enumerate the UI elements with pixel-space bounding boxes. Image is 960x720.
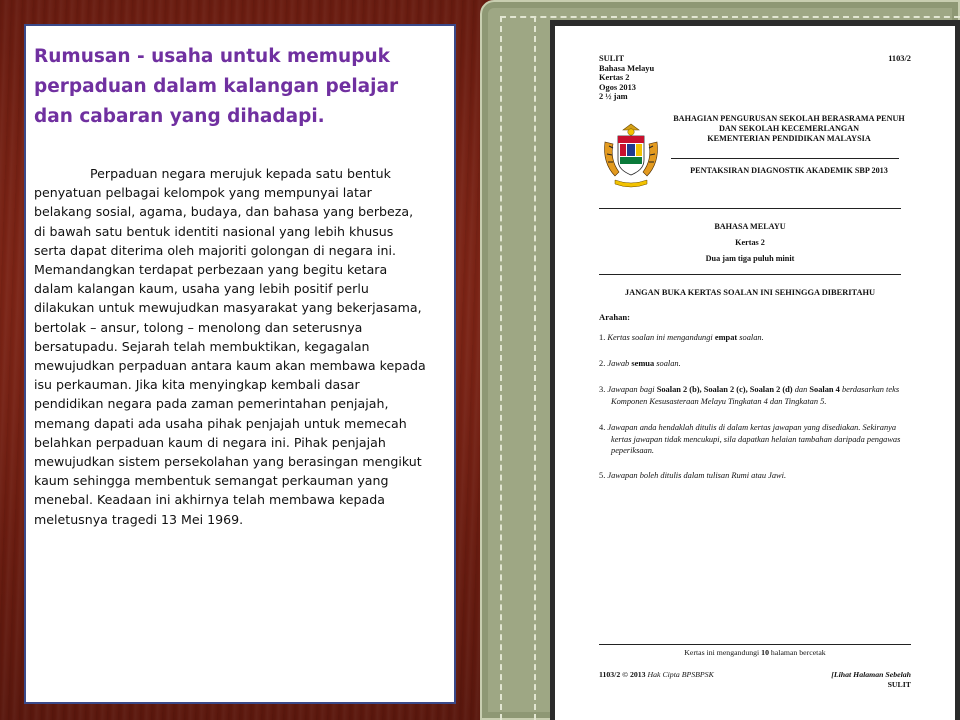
paper-exam-title: PENTAKSIRAN DIAGNOSTIK AKADEMIK SBP 2013 — [690, 166, 888, 175]
instruction-text: Jawapan boleh ditulis dalam tulisan Rumi atau Jawi. — [607, 471, 787, 480]
malaysia-coat-of-arms-icon — [601, 122, 661, 188]
paper-footer-right — [831, 670, 911, 689]
instruction-item — [599, 422, 909, 457]
paper-code: 1103/2 — [888, 54, 911, 63]
divider — [599, 274, 901, 275]
instruction-text: peperiksaan. — [611, 446, 655, 455]
instruction-number: 1. — [599, 333, 606, 342]
instruction-text: Kertas soalan ini mengandungi — [607, 333, 715, 342]
divider — [671, 158, 899, 159]
paper-part: Kertas 2 — [735, 238, 765, 247]
instruction-number: 3. — [599, 385, 606, 394]
divider — [599, 208, 901, 209]
exam-paper-image — [555, 26, 955, 720]
paper-paper-number: Kertas 2 — [599, 73, 630, 83]
instruction-text: Jawapan bagi — [607, 385, 657, 394]
instruction-number: 5. — [599, 471, 606, 480]
instruction-emphasis: empat — [714, 333, 738, 342]
instruction-text: kertas jawapan tidak mencukupi, sila dapatkan helaian tambahan daripada pengawas — [611, 434, 901, 444]
instruction-text: soalan. — [654, 359, 681, 368]
paper-instructions-label: Arahan: — [599, 312, 631, 322]
footer-classification: SULIT — [887, 679, 911, 689]
footer-code: 1103/2 © 2013 — [599, 670, 648, 679]
instruction-text: Jawapan anda hendaklah ditulis di dalam kertas jawapan yang disediakan. Sekiranya — [607, 423, 897, 432]
paper-page-count — [599, 648, 911, 657]
instruction-number: 4. — [599, 423, 606, 432]
instruction-emphasis: Soalan 4 — [809, 385, 840, 394]
slide-body-paragraph: Perpaduan negara merujuk kepada satu bentuk penyatuan pelbagai kelompok yang mempunyai latar belakang sosial, agama, budaya, dan bahasa yang berbeza, di bawah satu bentuk identiti nasional yang lebih khusus serta dapat diterima oleh majoriti golongan di negara ini. Memandangkan terdapat perbezaan yang begitu ketara dalam kalangan kaum, usaha yang lebih positif perlu dilakukan untuk mewujudkan masyarakat yang bekerjasama, bertolak – ansur, tolong – menolong dan seterusnya bersatupadu. Sejarah telah membuktikan, kegagalan mewujudkan perpaduan antara kaum akan membawa kepada isu perkauman. Jika kita menyingkap kembali dasar pendidikan negara pada zaman pemerintahan penjajah, memang dapati ada usaha pihak penjajah untuk memecah belahkan perpaduan kaum di negara ini. Pihak penjajah mewujudkan sistem persekolahan yang berasingan mengikut kaum sehingga membentuk semangat perkauman yang menebal. Keadaan ini akhirnya telah membawa kepada meletusnya tragedi 13 Mei 1969. — [34, 166, 426, 527]
org-line-3: KEMENTERIAN PENDIDIKAN MALAYSIA — [707, 133, 871, 143]
paper-time: Dua jam tiga puluh minit — [705, 254, 795, 263]
footer-text: Hak Cipta BPSBPSK — [647, 670, 714, 679]
instruction-number: 2. — [599, 359, 606, 368]
footer-text: halaman bercetak — [768, 648, 826, 657]
instruction-text: Jawab — [607, 359, 632, 368]
instruction-emphasis: Soalan 2 (b), Soalan 2 (c), Soalan 2 (d) — [656, 385, 793, 394]
org-line-1: BAHAGIAN PENGURUSAN SEKOLAH BERASRAMA PENUH — [673, 114, 905, 123]
paper-subject: BAHASA MELAYU — [714, 222, 786, 231]
instruction-item — [599, 384, 909, 407]
instruction-text: dan — [792, 385, 810, 394]
divider — [599, 644, 911, 645]
paper-header-left — [599, 54, 654, 102]
paper-subject-line: Bahasa Melayu — [599, 63, 655, 73]
paper-duration: 2 ½ jam — [599, 92, 628, 102]
paper-copyright — [599, 670, 714, 679]
instruction-item — [599, 358, 909, 370]
instruction-text: berdasarkan teks — [839, 385, 900, 394]
instruction-text: soalan. — [737, 333, 764, 342]
paper-organization — [673, 114, 905, 143]
paper-date: Ogos 2013 — [599, 82, 636, 92]
paper-classification: SULIT — [599, 54, 625, 63]
paper-warning: JANGAN BUKA KERTAS SOALAN INI SEHINGGA DIBERITAHU — [624, 288, 876, 297]
instruction-emphasis: semua — [631, 359, 655, 368]
instruction-item — [599, 470, 909, 482]
slide-heading: Rumusan - usaha untuk memupuk perpaduan dalam kalangan pelajar dan cabaran yang dihadapi. — [34, 46, 399, 127]
board-stitch-line — [500, 16, 960, 18]
board-stitch-line — [534, 16, 536, 720]
footer-text: Kertas ini mengandungi — [684, 648, 762, 657]
footer-emphasis: 10 — [761, 648, 769, 657]
footer-next-page: [Lihat Halaman Sebelah — [831, 670, 911, 679]
board-stitch-line — [500, 16, 502, 720]
instruction-item — [599, 332, 909, 344]
instruction-text: Komponen Kesusasteraan Melayu Tingkatan 4 dan Tingkatan 5. — [611, 396, 827, 406]
org-line-2: DAN SEKOLAH KECEMERLANGAN — [718, 123, 860, 133]
